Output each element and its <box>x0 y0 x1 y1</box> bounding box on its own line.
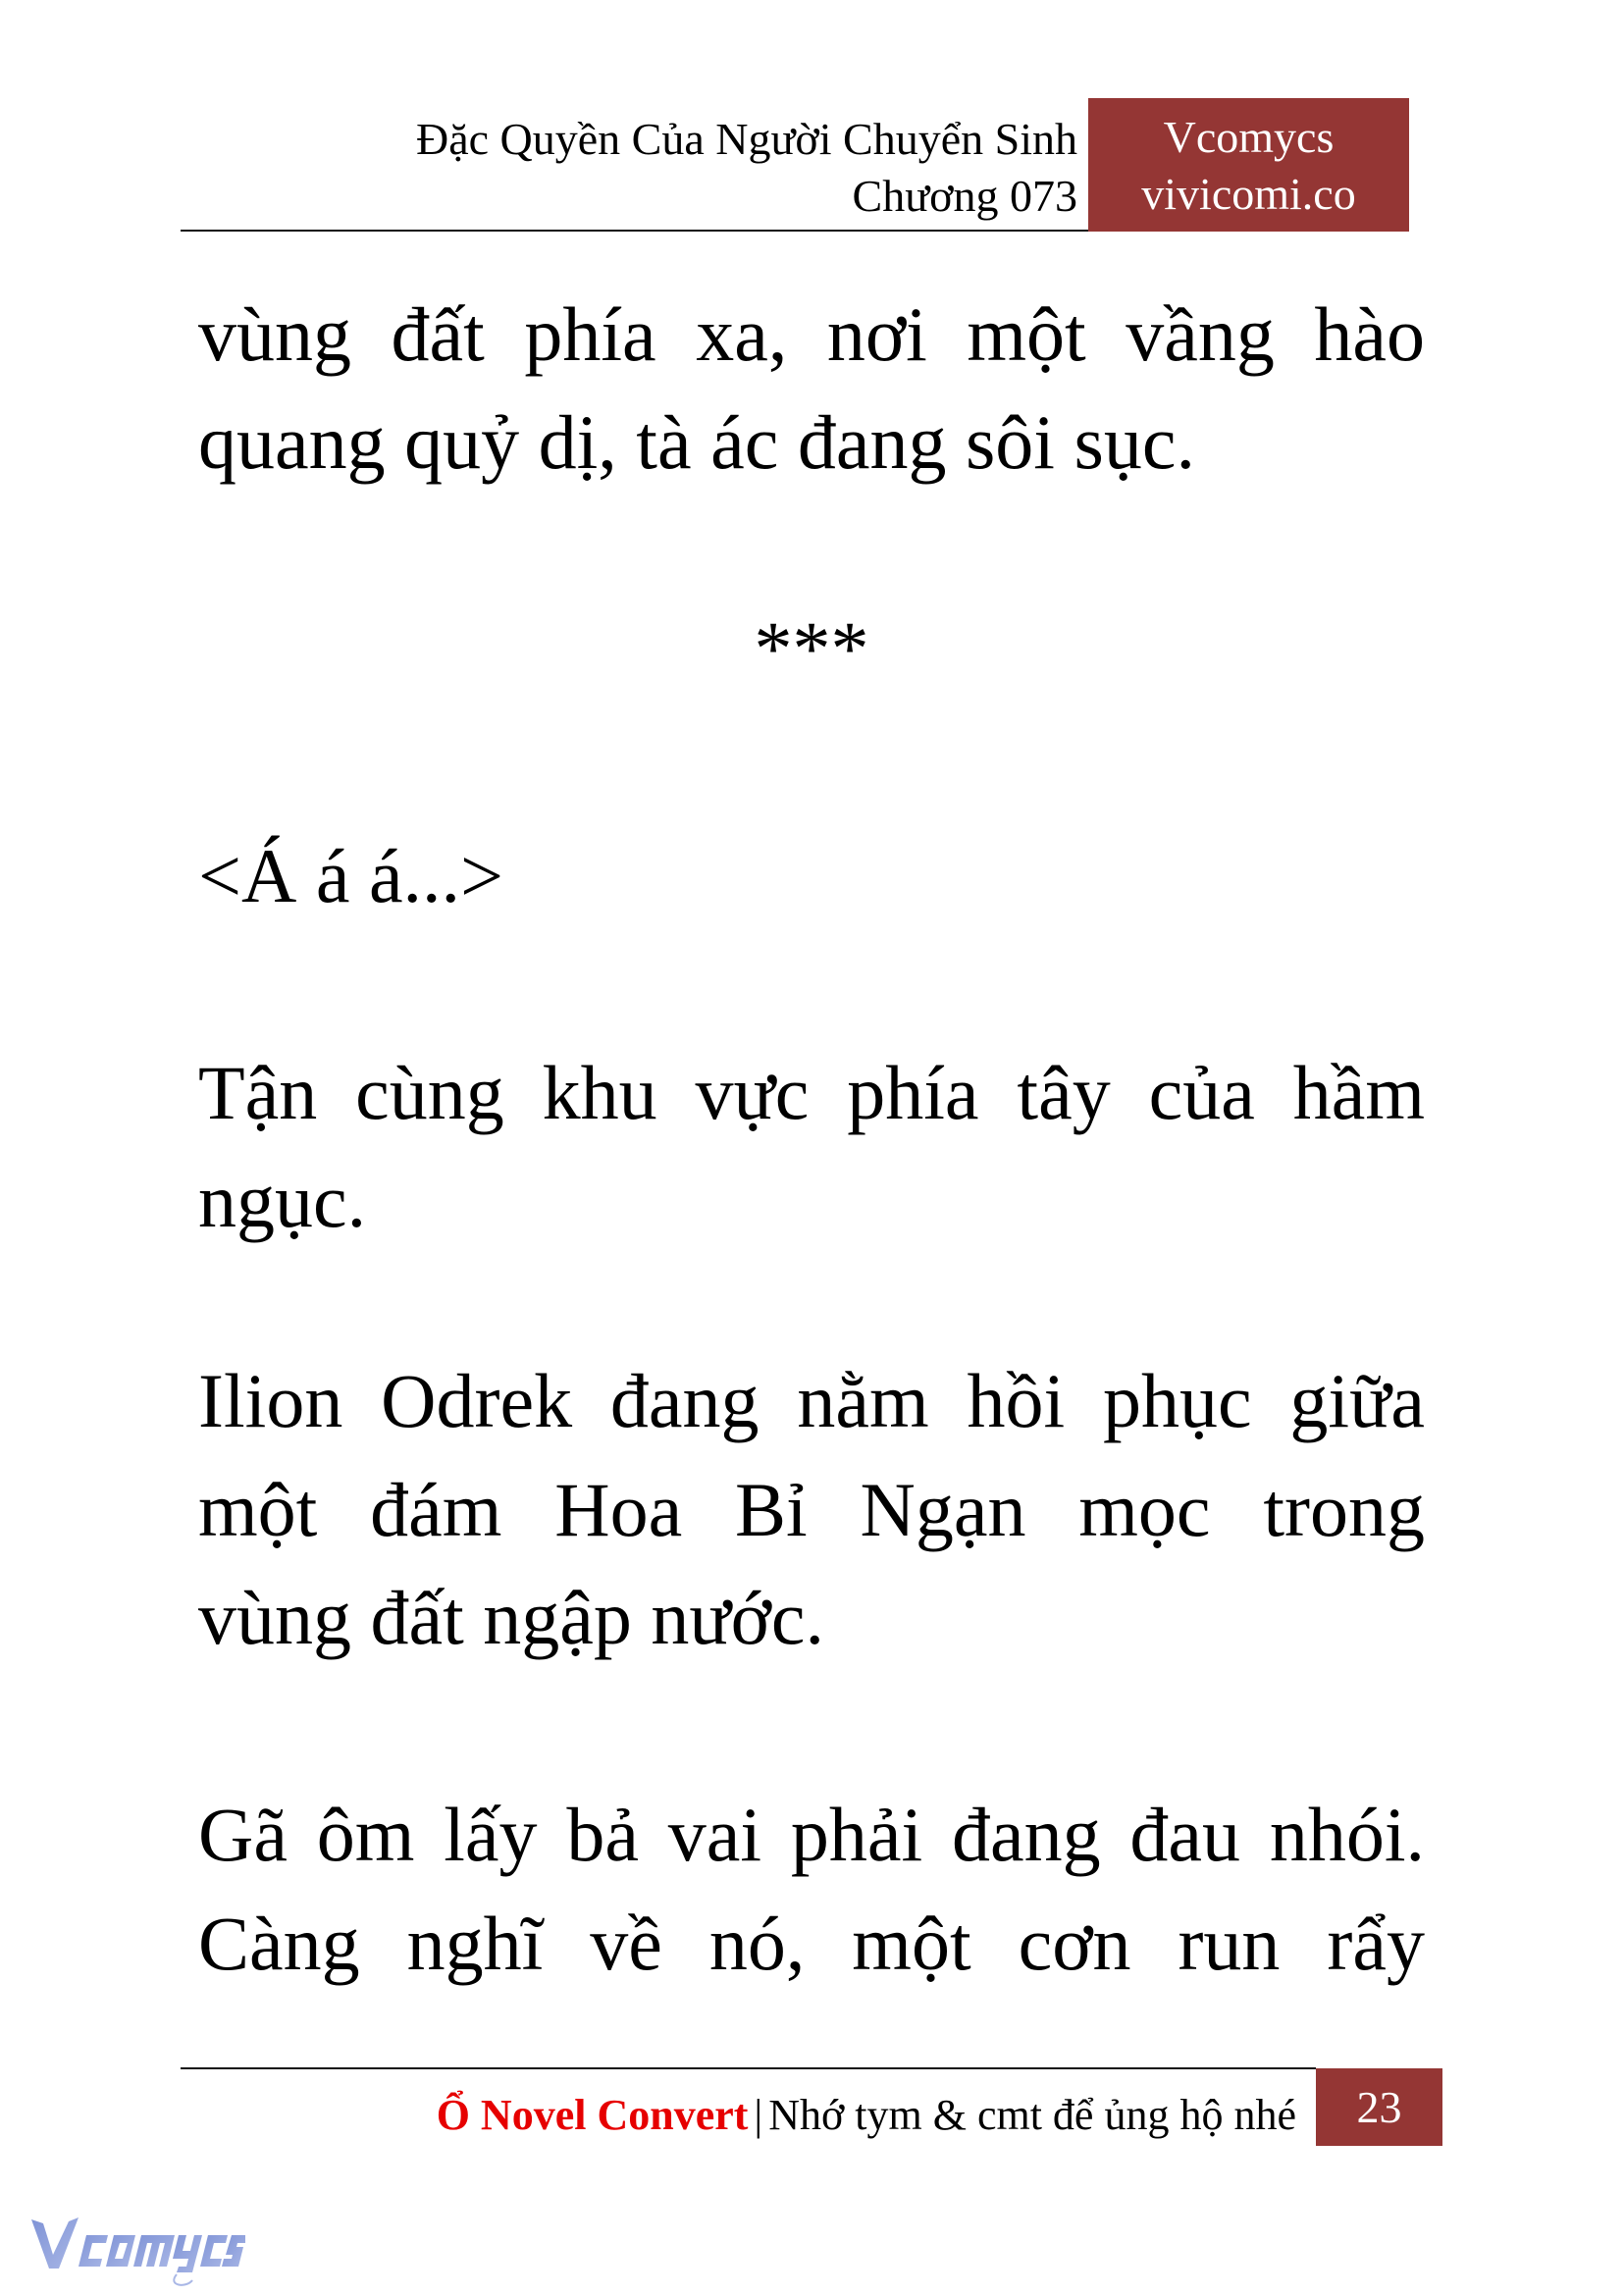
footer-brand: Ổ Novel Convert <box>436 2091 749 2139</box>
footer-separator: | <box>754 2091 763 2139</box>
footer-message: Nhớ tym & cmt để ủng hộ nhé <box>768 2091 1296 2139</box>
brand-url: vivicomi.co <box>1141 169 1356 219</box>
page-number: 23 <box>1316 2068 1442 2146</box>
chapter-label: Chương 073 <box>852 171 1077 221</box>
footer-divider <box>181 2067 1316 2069</box>
header-divider <box>181 230 1088 232</box>
vcomycs-logo-icon <box>29 2214 245 2290</box>
footer-caption <box>437 2088 1296 2143</box>
body-line: Ilion Odrek đang nằm hồi phục giữa <box>198 1358 1425 1443</box>
body-line: Gã ôm lấy bả vai phải đang đau nhói. <box>198 1792 1425 1877</box>
brand-badge <box>1088 98 1409 232</box>
body-line: một đám Hoa Bỉ Ngạn mọc trong <box>198 1467 1425 1552</box>
body-line: Tận cùng khu vực phía tây của hầm <box>198 1050 1425 1135</box>
body-line: Càng nghĩ về nó, một cơn run rẩy <box>198 1901 1425 1986</box>
section-separator: *** <box>754 605 869 691</box>
body-line: ngục. <box>198 1158 367 1243</box>
body-line: vùng đất ngập nước. <box>198 1575 825 1660</box>
novel-title: Đặc Quyền Của Người Chuyển Sinh <box>415 114 1077 164</box>
body-line: <Á á á...> <box>198 833 504 918</box>
body-line: vùng đất phía xa, nơi một vầng hào <box>198 291 1425 377</box>
body-line: quang quỷ dị, tà ác đang sôi sục. <box>198 399 1195 485</box>
brand-name: Vcomycs <box>1163 112 1335 162</box>
